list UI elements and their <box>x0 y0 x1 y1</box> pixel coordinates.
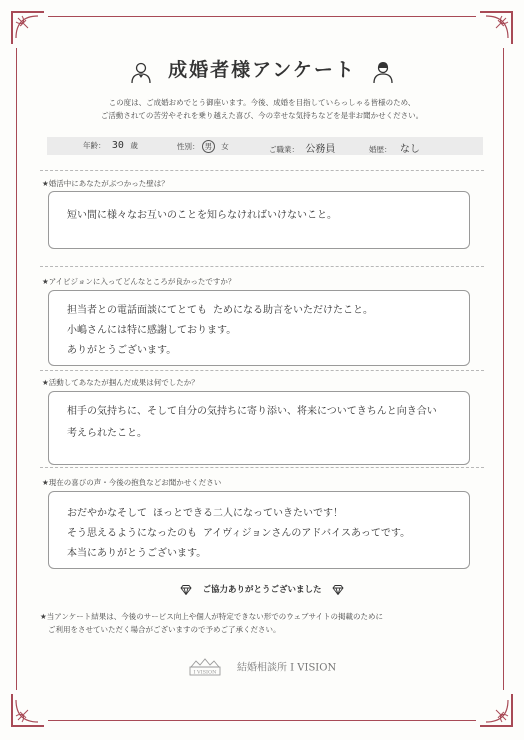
answer-line: 担当者との電話面談にてとても ためになる助言をいただけたこと。 <box>67 305 374 316</box>
intro-line: ご活動されての苦労やそれを乗り越えた喜び、今の幸せな気持ちなどを是非お聞かせください。 <box>100 111 424 120</box>
answer-box <box>48 491 470 569</box>
age-label: 年齢： <box>83 141 106 150</box>
groom-icon <box>129 60 153 84</box>
title-row <box>0 55 524 84</box>
marriage-label: 婚歴： <box>369 145 392 154</box>
gender-female: 女 <box>221 142 229 151</box>
profile-info-bar <box>47 137 483 155</box>
age-unit: 歳 <box>130 141 138 150</box>
bride-icon <box>371 60 395 84</box>
gender-label: 性別： <box>177 142 200 151</box>
section-divider <box>40 170 484 171</box>
frame-bottom <box>48 720 476 721</box>
gender-field <box>177 140 229 153</box>
diamond-icon <box>180 585 192 595</box>
corner-ornament-icon <box>8 8 48 48</box>
marriage-field <box>369 140 420 155</box>
page-title: 成婚者様アンケート <box>168 59 356 81</box>
answer-line: そう思えるようになったのも アイヴィジョンさんのアドバイスあってです。 <box>67 528 411 539</box>
section-divider <box>40 266 484 267</box>
age-value: 30 <box>111 140 124 151</box>
brand-name: 結婚相談所 I VISION <box>236 662 337 674</box>
answer-box <box>48 391 470 465</box>
answer-line: 相手の気持ちに、そして自分の気持ちに寄り添い、将来についてきちんと向き合い <box>67 406 437 417</box>
gender-male-circled: 男 <box>202 140 215 153</box>
answer-line: 小嶋さんには特に感謝しております。 <box>67 325 237 336</box>
frame-top <box>48 16 476 17</box>
corner-ornament-icon <box>476 8 516 48</box>
marriage-value: なし <box>399 144 420 155</box>
corner-ornament-icon <box>8 690 48 730</box>
job-field <box>269 140 335 155</box>
section-divider <box>40 467 484 468</box>
corner-ornament-icon <box>476 690 516 730</box>
thanks-text: ご協力ありがとうございました <box>202 585 322 595</box>
job-value: 公務員 <box>305 144 336 155</box>
footer-line: ★当アンケート結果は、今後のサービス向上や個人が特定できない形でのウェブサイトの掲載のために <box>40 612 383 621</box>
brand-logo-text: I VISION <box>193 669 217 676</box>
age-field <box>83 140 138 151</box>
footer-note <box>40 610 484 636</box>
diamond-icon <box>332 585 344 595</box>
answer-box <box>48 191 470 249</box>
answer-line: おだやかなそして ほっとできる二人になっていきたいです！ <box>67 508 344 519</box>
intro-text <box>0 96 524 122</box>
thanks-row <box>0 583 524 595</box>
question-label: ★婚活中にあなたがぶつかった壁は？ <box>42 179 169 188</box>
brand-row <box>0 657 524 679</box>
question-label: ★活動してあなたが掴んだ成果は何でしたか？ <box>42 378 199 387</box>
brand-logo-icon <box>188 657 222 679</box>
answer-line: ありがとうございます。 <box>67 345 177 356</box>
question-label: ★アイビジョンに入ってどんなところが良かったですか？ <box>42 277 236 286</box>
footer-line: ご利用をさせていただく場合がございますので予めご了承ください。 <box>48 625 281 634</box>
answer-box <box>48 290 470 366</box>
intro-line: この度は、ご成婚おめでとう御座います。今後、成婚を目指していらっしゃる皆様のため、 <box>108 98 416 107</box>
job-label: ご職業： <box>269 145 299 154</box>
answer-line: 考えられたこと。 <box>67 428 147 439</box>
answer-line: 本当にありがとうございます。 <box>67 548 207 559</box>
section-divider <box>40 370 484 371</box>
question-label: ★現在の喜びの声・今後の抱負などお聞かせください <box>42 478 222 487</box>
answer-line: 短い間に様々なお互いのことを知らなければいけないこと。 <box>67 210 337 221</box>
